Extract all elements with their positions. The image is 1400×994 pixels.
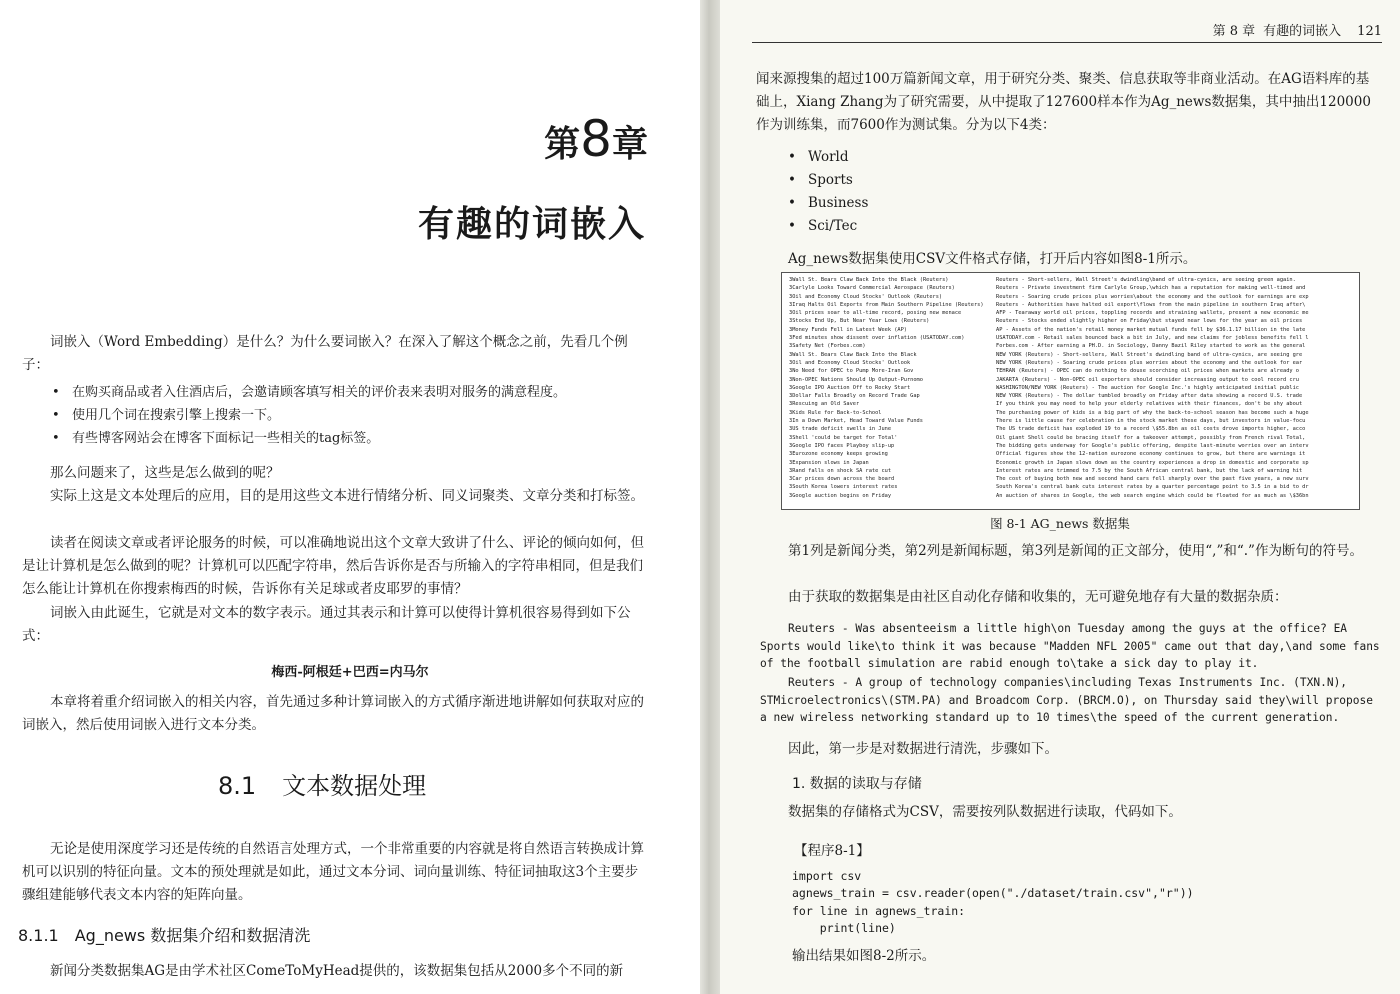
figure-row-description: An auction of shares in Google, the web search engine which could be floated for as much as \$36bn (996, 492, 1309, 499)
figure-row-description: Official figures show the 12-nation eurozone economy continues to grow, but there are warnings it (996, 451, 1306, 458)
code-block (792, 868, 1194, 937)
figure-row-title: 3Oil prices soar to all-time record, posing new menace (789, 310, 962, 317)
header-title: 有趣的词嵌入 (1263, 24, 1342, 39)
figure-row-description: Interest rates are trimmed to 7.5 by the South African central bank, but the lack of warning hit (996, 467, 1303, 474)
figure-row-title: 3South Korea lowers interest rates (789, 484, 898, 491)
paragraph: 词嵌入由此诞生，它就是对文本的数字表示。通过其表示和计算可以使得计算机很容易得到如下公式： (22, 605, 631, 644)
chapter-prefix: 第 (544, 124, 581, 165)
figure-row-title: 3Shell 'could be target for Total' (789, 434, 898, 441)
figure-row-description: Economic growth in Japan slows down as the country experiences a drop in domestic and corporate sp (996, 459, 1309, 466)
figure-row-title: 3US trade deficit swells in June (789, 426, 892, 433)
figure-row-description: Reuters - Stocks ended slightly higher on Friday\but stayed near lows for the year as oil prices (996, 318, 1303, 325)
paragraph: 读者在阅读文章或者评论服务的时候，可以准确地说出这个文章大致讲了什么、评论的倾向如何，但是让计算机是怎么做到的呢？计算机可以匹配字符串，然后告诉你是否与所输入的字符串相同，但是我们怎么能让计算机在你搜索梅西的时候，告诉你有关足球或者皮耶罗的事情？ (22, 535, 644, 597)
section-number: 8.1 (218, 772, 257, 800)
figure-row-title: 3Google IPO Auction Off to Rocky Start (789, 384, 911, 391)
example-item: • 使用几个词在搜索引擎上搜索一下。 (50, 404, 650, 427)
category-item: • Sci/Tec (786, 215, 1086, 238)
paragraph: 那么问题来了，这些是怎么做到的呢？ (50, 465, 280, 481)
example-item: • 在购买商品或者入住酒店后，会邀请顾客填写相关的评价表来表明对服务的满意程度。 (50, 381, 650, 404)
category-item: • Sports (786, 169, 1086, 192)
figure-row-title: 3Wall St. Bears Claw Back Into the Black (Reuters) (789, 277, 949, 283)
figure-row-title: 3Money Funds Fell in Latest Week (AP) (789, 326, 907, 333)
figure-row-description: Oil giant Shell could be bracing itself for a takeover attempt, possibly from French rival Total, (996, 434, 1306, 441)
figure-row-description: South Korea's central bank cuts interest rates by a quarter percentage point to 3.5 in a bid to dr (996, 484, 1309, 491)
figure-row-description: AP - Assets of the nation's retail money market mutual funds fell by $36.1.17 billion in the late (996, 326, 1306, 333)
figure-row-title: 3Stocks End Up, But Near Year Lows (Reuters) (789, 318, 930, 325)
figure-row-title: 3Eurozone economy keeps growing (789, 451, 888, 458)
section-heading-8-1 (218, 766, 426, 801)
paragraph: 输出结果如图8-2所示。 (792, 948, 936, 964)
paragraph: 新闻分类数据集AG是由学术社区ComeToMyHead提供的，该数据集包括从2000多个不同的新 (50, 963, 624, 979)
figure-row-title: 3Car prices down across the board (789, 476, 895, 483)
chapter-suffix: 章 (611, 124, 648, 165)
code-line: import csv (792, 869, 862, 883)
figure-8-1-csv-preview (781, 272, 1360, 510)
section-title: Ag_news 数据集介绍和数据清洗 (74, 926, 311, 945)
paragraph: 实际上这是文本处理后的应用，目的是用这些文本进行情绪分析、同义词聚类、文章分类和打标签。 (50, 488, 644, 504)
category-item: • Business (786, 192, 1086, 215)
step-heading: 1. 数据的读取与存储 (792, 776, 922, 792)
chapter-number (544, 110, 648, 168)
paragraph: 无论是使用深度学习还是传统的自然语言处理方式，一个非常重要的内容就是将自然语言转换成计算机可以识别的特征向量。文本的预处理就是如此，通过文本分词、词向量训练、特征词抽取这3个主要步骤组建能够代表文本内容的矩阵向量。 (22, 841, 644, 903)
figure-row-description: TEHRAN (Reuters) - OPEC can do nothing to douse scorching oil prices when markets are already o (996, 368, 1299, 375)
code-line: for line in agnews_train: (792, 903, 966, 918)
data-sample: Reuters - Was absenteeism a little high\on Tuesday among the guys at the office? EA Sports would like\to think it was because "Madden NFL 2005" came out that day,\and some fans of the football simulation are rabid enough to\take a sick day to play it. (760, 622, 1380, 670)
category-list (786, 146, 1086, 238)
figure-row-description: Forbes.com - After earning a PH.D. in Sociology, Danny Bazil Riley started to work as the general (996, 343, 1306, 350)
right-page (720, 0, 1400, 994)
running-header (1205, 20, 1382, 39)
figure-row-title: 3Carlyle Looks Toward Commercial Aerospace (Reuters) (789, 285, 955, 292)
figure-row-title: 3No Need for OPEC to Pump More-Iran Gov (789, 368, 914, 375)
figure-row-description: Reuters - Authorities have halted oil export\flows from the main pipeline in southern Iraq after\ (996, 301, 1306, 308)
figure-row-description: There is little cause for celebration in the stock market these days, but investors in value-focu (996, 418, 1306, 425)
figure-description-column (996, 276, 1356, 500)
program-label: 【程序8-1】 (794, 843, 870, 859)
figure-row-description: Reuters - Soaring crude prices plus worries\about the economy and the outlook for earnings are exp (996, 293, 1309, 300)
figure-row-title: 3Expansion slows in Japan (789, 459, 869, 466)
figure-row-title: 3Oil and Economy Cloud Stocks' Outlook (789, 359, 911, 366)
chapter-title: 有趣的词嵌入 (417, 204, 646, 245)
figure-row-description: Reuters - Private investment firm Carlyle Group,\which has a reputation for making well-timed and (996, 285, 1306, 292)
figure-row-title: 3Oil and Economy Cloud Stocks' Outlook (Reuters) (789, 293, 943, 300)
figure-row-description: WASHINGTON/NEW YORK (Reuters) - The auction for Google Inc.'s highly anticipated initial public (996, 384, 1299, 391)
section-number: 8.1.1 (18, 926, 59, 945)
figure-row-description: NEW YORK (Reuters) - Soaring crude prices plus worries about the economy and the outlook for ear (996, 359, 1303, 366)
header-rule (752, 42, 1382, 43)
figure-row-title: 3Iraq Halts Oil Exports from Main Southern Pipeline (Reuters) (789, 301, 984, 308)
header-chapter: 第 8 章 (1212, 24, 1256, 39)
figure-row-description: AFP - Tearaway world oil prices, toppling records and straining wallets, present a new economic me (996, 310, 1309, 317)
example-list (50, 381, 650, 450)
chapter-number-digit: 8 (580, 110, 612, 168)
example-item: • 有些博客网站会在博客下面标记一些相关的tag标签。 (50, 427, 650, 450)
figure-row-title: 3Safety Net (Forbes.com) (789, 343, 866, 350)
figure-row-title: 3Google auction begins on Friday (789, 492, 892, 499)
figure-title-column (789, 276, 994, 500)
figure-row-description: The cost of buying both new and second hand cars fell sharply over the past five years, a new surv (996, 476, 1309, 483)
figure-row-title: 3Kids Rule for Back-to-School (789, 409, 882, 416)
section-title: 文本数据处理 (282, 772, 427, 800)
paragraph: 因此，第一步是对数据进行清洗，步骤如下。 (788, 741, 1058, 757)
category-item: • World (786, 146, 1086, 169)
figure-row-description: JAKARTA (Reuters) - Non-OPEC oil exporters should consider increasing output to cool record cru (996, 376, 1299, 383)
page-number: 121 (1357, 24, 1382, 39)
data-sample: Reuters - A group of technology companies\including Texas Instruments Inc. (TXN.N), STMicroelectronics\(STM.PA) and Broadcom Corp. (BRCM.O), on Thursday said they\will propose a new wireless networking standard up to 10 times\the speed of the current generation. (760, 676, 1373, 724)
figure-row-description: Reuters - Short-sellers, Wall Street's dwindling\band of ultra-cynics, are seeing green again. (996, 277, 1296, 283)
paragraph: 数据集的存储格式为CSV，需要按列队数据进行读取，代码如下。 (788, 804, 1182, 820)
figure-row-description: The purchasing power of kids is a big part of why the back-to-school season has become such a huge (996, 409, 1309, 416)
code-line: print(line) (792, 920, 896, 935)
code-line: agnews_train = csv.reader(open("./dataset/train.csv","r")) (792, 886, 1194, 901)
paragraph: Ag_news数据集使用CSV文件格式存储，打开后内容如图8-1所示。 (788, 251, 1197, 267)
figure-row-description: NEW YORK (Reuters) - Short-sellers, Wall Street's dwindling band of ultra-cynics, are seeing gre (996, 351, 1303, 358)
figure-row-description: NEW YORK (Reuters) - The dollar tumbled broadly on Friday after data showing a record U.S. trade (996, 393, 1303, 400)
figure-caption: 图 8-1 AG_news 数据集 (990, 516, 1130, 531)
book-gutter (700, 0, 720, 994)
figure-row-title: 3Wall St. Bears Claw Back Into the Black (789, 351, 917, 358)
figure-row-description: The US trade deficit has exploded 19 to a record \$55.8bn as oil costs drove imports higher, acco (996, 426, 1306, 433)
figure-row-description: If you think you may need to help your elderly relatives with their finances, don't be shy about (996, 401, 1303, 408)
figure-row-description: The bidding gets underway for Google's public offering, despite last-minute worries over an interv (996, 442, 1309, 449)
figure-row-title: 3Non-OPEC Nations Should Up Output-Purnomo (789, 376, 923, 383)
figure-row-title: 3Rescuing an Old Saver (789, 401, 860, 408)
paragraph: 由于获取的数据集是由社区自动化存储和收集的，无可避免地存有大量的数据杂质： (788, 589, 1288, 605)
paragraph: 本章将着重介绍词嵌入的相关内容，首先通过多种计算词嵌入的方式循序渐进地讲解如何获取对应的词嵌入，然后使用词嵌入进行文本分类。 (22, 694, 644, 733)
paragraph: 闻来源搜集的超过100万篇新闻文章，用于研究分类、聚类、信息获取等非商业活动。在AG语料库的基础上，Xiang Zhang为了研究需要，从中提取了127600样本作为Ag_news数据集，其中抽出120000作为训练集，而7600作为测试集。分为以下4类： (756, 71, 1371, 133)
figure-row-title: 3Rand falls on shock SA rate cut (789, 467, 892, 474)
section-heading-8-1-1 (18, 923, 310, 946)
figure-row-title: 3Dollar Falls Broadly on Record Trade Gap (789, 393, 920, 400)
paragraph: 第1列是新闻分类，第2列是新闻标题，第3列是新闻的正文部分，使用“,”和“.”作为断句的符号。 (788, 543, 1363, 559)
figure-row-title: 3Fed minutes show dissent over inflation (USATODAY.com) (789, 335, 965, 342)
figure-row-description: USATODAY.com - Retail sales bounced back a bit in July, and new claims for jobless benefits fell l (996, 335, 1309, 342)
formula: 梅西-阿根廷+巴西=内马尔 (271, 665, 429, 680)
figure-row-title: 3Google IPO faces Playboy slip-up (789, 442, 895, 449)
figure-row-title: 3In a Down Market, Head Toward Value Funds (789, 418, 923, 425)
intro-paragraph: 词嵌入（Word Embedding）是什么？为什么要词嵌入？在深入了解这个概念之前，先看几个例子： (22, 334, 628, 373)
